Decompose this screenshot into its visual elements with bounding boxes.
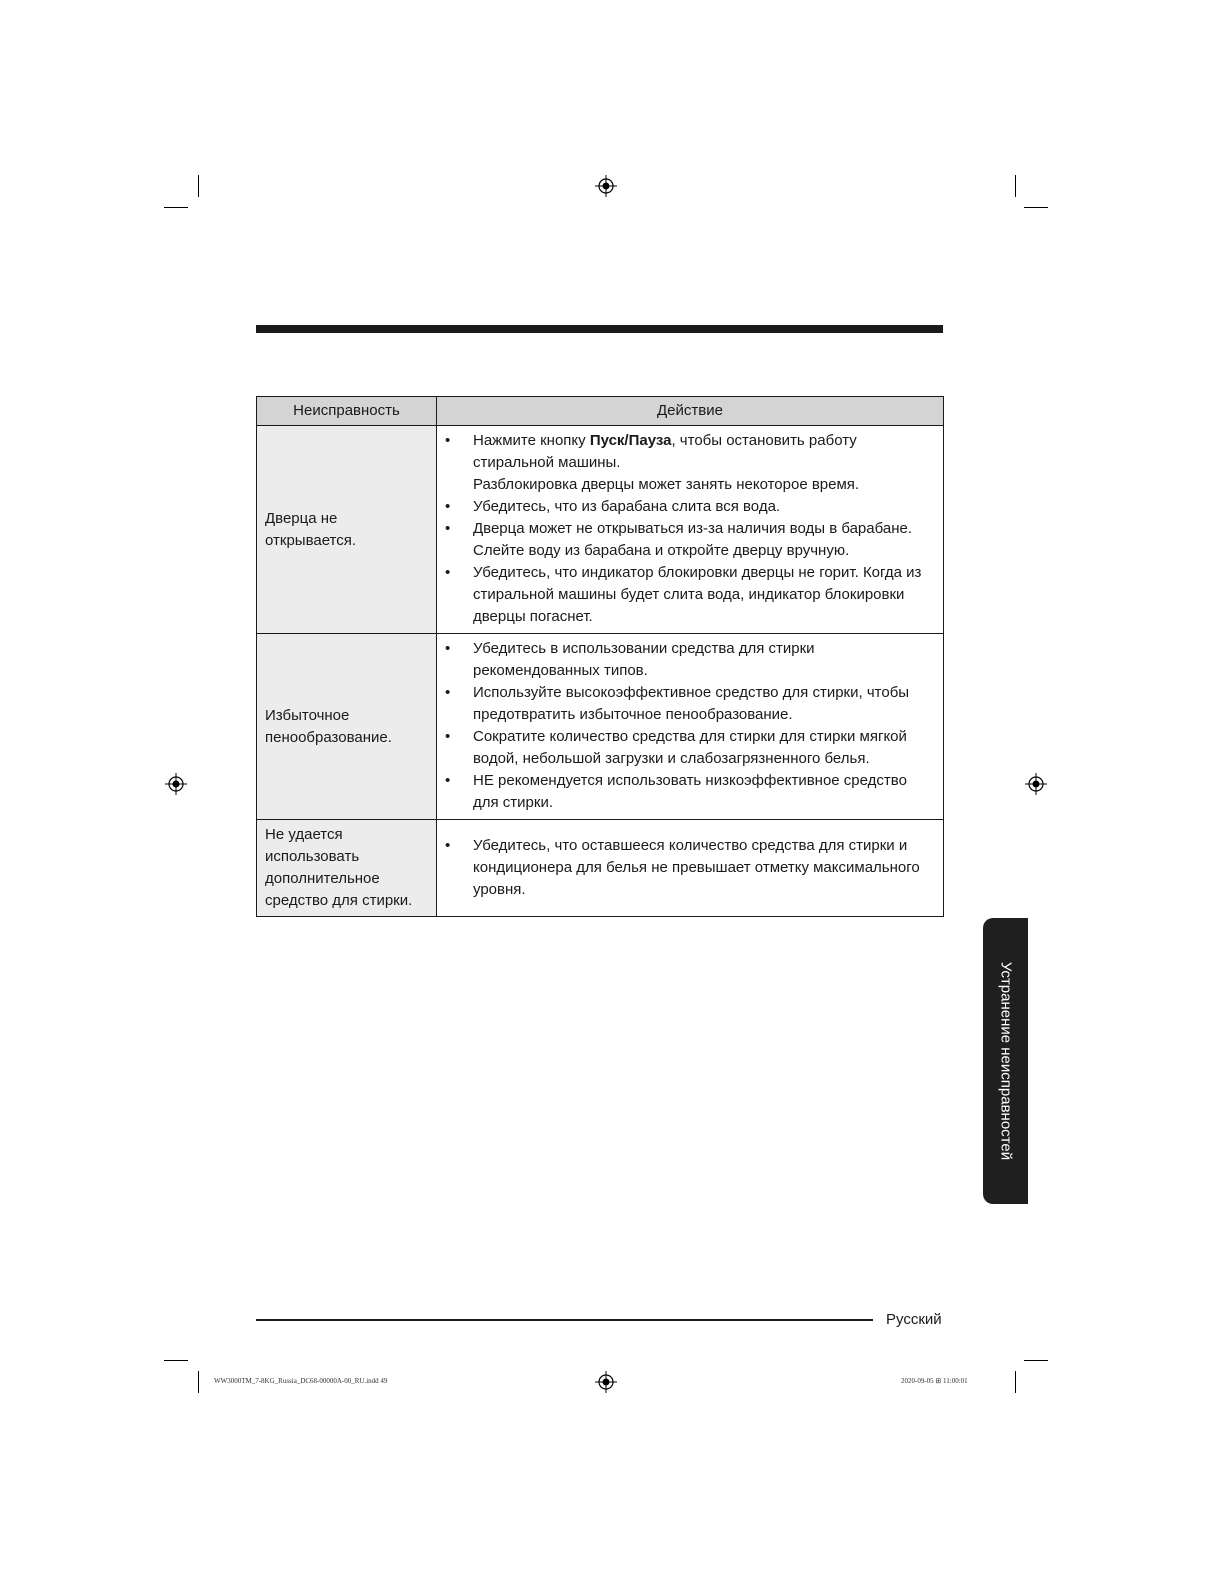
action-item: • Используйте высокоэффективное средство для стирки, чтобы предотвратить избыточное пенообразование.	[437, 682, 935, 726]
crop-mark	[164, 1360, 188, 1361]
registration-mark-icon	[595, 1371, 617, 1393]
problem-cell: Не удается использовать дополнительное средство для стирки.	[257, 820, 437, 917]
table-row	[257, 426, 944, 634]
action-text: , чтобы остановить работу стиральной машины.	[473, 432, 857, 471]
action-note: Разблокировка дверцы может занять некоторое время.	[473, 476, 860, 493]
footer-rule	[256, 1319, 873, 1321]
header-action: Действие	[437, 397, 944, 426]
header-problem: Неисправность	[257, 397, 437, 426]
action-item: • Убедитесь, что из барабана слита вся вода.	[437, 496, 935, 518]
crop-mark	[1015, 175, 1016, 197]
action-cell	[437, 634, 944, 820]
action-list	[437, 835, 935, 901]
crop-mark	[198, 175, 199, 197]
action-item: • Убедитесь, что оставшееся количество средства для стирки и кондиционера для белья не превышает отметку максимального уровня.	[437, 835, 935, 901]
action-item: • Дверца может не открываться из-за наличия воды в барабане. Слейте воду из барабана и откройте дверцу вручную.	[437, 518, 935, 562]
problem-cell: Избыточное пенообразование.	[257, 634, 437, 820]
action-item: • Сократите количество средства для стирки для стирки мягкой водой, небольшой загрузки и слабозагрязненного белья.	[437, 726, 935, 770]
section-side-tab	[983, 918, 1028, 1204]
start-pause-label: Пуск/Пауза	[589, 432, 672, 449]
registration-mark-icon	[595, 175, 617, 197]
crop-mark	[1015, 1371, 1016, 1393]
crop-mark	[198, 1371, 199, 1393]
registration-mark-icon	[1025, 773, 1047, 795]
section-side-tab-label: Устранение неисправностей	[997, 961, 1014, 1161]
action-list	[437, 638, 935, 814]
table-row	[257, 634, 944, 820]
troubleshooting-table	[256, 396, 944, 917]
action-item: • Убедитесь в использовании средства для стирки рекомендованных типов.	[437, 638, 935, 682]
table-header-row	[257, 397, 944, 426]
print-timestamp: 2020-09-05 ⊞ 11:00:01	[901, 1377, 968, 1385]
section-top-rule	[256, 325, 943, 333]
table-row	[257, 820, 944, 917]
action-text: Нажмите кнопку	[473, 432, 590, 449]
footer-language: Русский	[886, 1311, 942, 1328]
action-list	[437, 430, 935, 628]
action-item: • Убедитесь, что индикатор блокировки дверцы не горит. Когда из стиральной машины будет слита вода, индикатор блокировки дверцы погаснет.	[437, 562, 935, 628]
action-cell	[437, 426, 944, 634]
action-item: • НЕ рекомендуется использовать низкоэффективное средство для стирки.	[437, 770, 935, 814]
print-file-info: WW3000TM_7-8KG_Russia_DC68-00000A-00_RU.indd 49	[214, 1377, 388, 1385]
crop-mark	[1024, 1360, 1048, 1361]
crop-mark	[164, 207, 188, 208]
registration-mark-icon	[165, 773, 187, 795]
crop-mark	[1024, 207, 1048, 208]
problem-cell: Дверца не открывается.	[257, 426, 437, 634]
action-cell	[437, 820, 944, 917]
action-item	[437, 430, 935, 496]
